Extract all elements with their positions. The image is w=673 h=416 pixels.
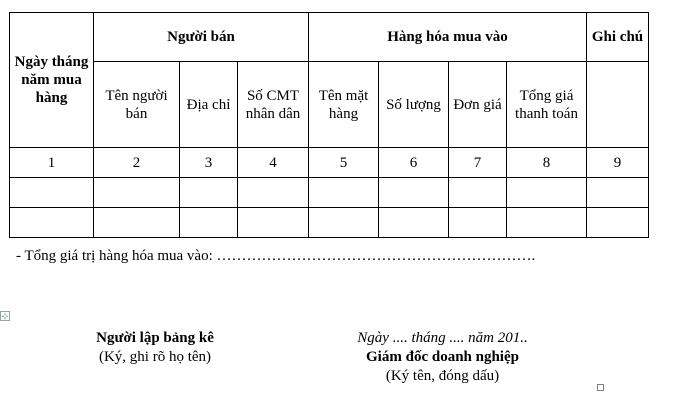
table-cell[interactable] xyxy=(94,178,180,208)
signature-preparer xyxy=(55,329,255,367)
table-cell[interactable] xyxy=(309,178,379,208)
table-cell[interactable] xyxy=(94,208,180,238)
preparer-note: (Ký, ghi rõ họ tên) xyxy=(98,349,212,365)
col-number[interactable]: 1 xyxy=(10,148,94,178)
table-cell[interactable] xyxy=(180,178,238,208)
table-cell[interactable] xyxy=(587,178,649,208)
purchase-table xyxy=(9,12,649,238)
table-cell[interactable] xyxy=(449,208,507,238)
table-cell[interactable] xyxy=(507,178,587,208)
col-number[interactable]: 8 xyxy=(507,148,587,178)
table-cell[interactable] xyxy=(238,208,309,238)
table-cell[interactable] xyxy=(10,178,94,208)
col-number[interactable]: 2 xyxy=(94,148,180,178)
header-quantity[interactable]: Số lượng xyxy=(379,62,449,148)
table-cell[interactable] xyxy=(238,178,309,208)
director-title: Giám đốc doanh nghiệp xyxy=(366,349,519,365)
header-total-payment[interactable]: Tổng giá thanh toán xyxy=(507,62,587,148)
col-number[interactable]: 7 xyxy=(449,148,507,178)
column-number-row xyxy=(10,148,649,178)
header-item-name[interactable]: Tên mặt hàng xyxy=(309,62,379,148)
table-row xyxy=(10,208,649,238)
signature-date: Ngày .... tháng .... năm 201.. xyxy=(357,330,528,346)
director-note: (Ký tên, đóng dấu) xyxy=(385,368,500,384)
total-value-line: - Tổng giá trị hàng hóa mua vào: ………………………………………………………. xyxy=(16,248,536,264)
signature-director xyxy=(330,329,555,386)
table-resize-handle-icon[interactable] xyxy=(597,384,604,391)
header-seller-group[interactable]: Người bán xyxy=(94,13,309,62)
header-seller-name[interactable]: Tên người bán xyxy=(94,62,180,148)
table-move-handle-icon[interactable]: ⊹ xyxy=(1,311,9,321)
table-cell[interactable] xyxy=(379,208,449,238)
table-cell[interactable] xyxy=(10,208,94,238)
header-address[interactable]: Địa chỉ xyxy=(180,62,238,148)
table-cell[interactable] xyxy=(309,208,379,238)
table-cell[interactable] xyxy=(507,208,587,238)
table-cell[interactable] xyxy=(180,208,238,238)
col-number[interactable]: 9 xyxy=(587,148,649,178)
header-note-empty[interactable] xyxy=(587,62,649,148)
col-number[interactable]: 4 xyxy=(238,148,309,178)
header-id-number[interactable]: Số CMT nhân dân xyxy=(238,62,309,148)
col-number[interactable]: 5 xyxy=(309,148,379,178)
header-date[interactable]: Ngày tháng năm mua hàng xyxy=(10,13,94,148)
header-note[interactable]: Ghi chú xyxy=(587,13,649,62)
col-number[interactable]: 3 xyxy=(180,148,238,178)
table-cell[interactable] xyxy=(587,208,649,238)
col-number[interactable]: 6 xyxy=(379,148,449,178)
table-cell[interactable] xyxy=(449,178,507,208)
table-cell[interactable] xyxy=(379,178,449,208)
header-unit-price[interactable]: Đơn giá xyxy=(449,62,507,148)
preparer-title: Người lập bảng kê xyxy=(96,330,214,346)
table-row xyxy=(10,178,649,208)
header-goods-group[interactable]: Hàng hóa mua vào xyxy=(309,13,587,62)
